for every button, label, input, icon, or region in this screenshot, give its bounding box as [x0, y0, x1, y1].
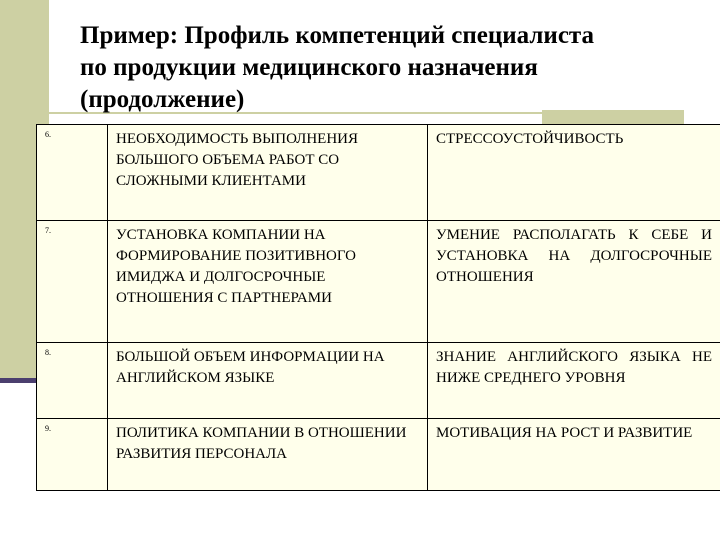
competency-cell: СТРЕССОУСТОЙЧИВОСТЬ: [428, 125, 720, 221]
requirement-cell: БОЛЬШОЙ ОБЪЕМ ИНФОРМАЦИИ НА АНГЛИЙСКОМ ЯЗЫКЕ: [108, 343, 428, 419]
title-line-1: Пример: Профиль компетенций специалиста: [80, 22, 595, 49]
table-row: [37, 125, 720, 221]
table-row: [37, 343, 720, 419]
table-row: [37, 221, 720, 343]
requirement-cell: УСТАНОВКА КОМПАНИИ НА ФОРМИРОВАНИЕ ПОЗИТИВНОГО ИМИДЖА И ДОЛГОСРОЧНЫЕ ОТНОШЕНИЯ С ПАРТНЕРАМИ: [108, 221, 428, 343]
row-number: 9.: [37, 419, 108, 491]
row-number: 6.: [37, 125, 108, 221]
competency-cell: ЗНАНИЕ АНГЛИЙСКОГО ЯЗЫКА НЕ НИЖЕ СРЕДНЕГО УРОВНЯ: [428, 343, 720, 419]
competency-cell: МОТИВАЦИЯ НА РОСТ И РАЗВИТИЕ: [428, 419, 720, 491]
row-number: 8.: [37, 343, 108, 419]
row-number: 7.: [37, 221, 108, 343]
competency-cell: УМЕНИЕ РАСПОЛАГАТЬ К СЕБЕ И УСТАНОВКА НА ДОЛГОСРОЧНЫЕ ОТНОШЕНИЯ: [428, 221, 720, 343]
requirement-cell: ПОЛИТИКА КОМПАНИИ В ОТНОШЕНИИ РАЗВИТИЯ ПЕРСОНАЛА: [108, 419, 428, 491]
title-line-3: (продолжение): [80, 86, 245, 113]
competency-table: [36, 124, 720, 491]
page-title: [80, 20, 690, 116]
title-line-2: по продукции медицинского назначения: [80, 54, 538, 81]
requirement-cell: НЕОБХОДИМОСТЬ ВЫПОЛНЕНИЯ БОЛЬШОГО ОБЪЕМА РАБОТ СО СЛОЖНЫМИ КЛИЕНТАМИ: [108, 125, 428, 221]
table-row: [37, 419, 720, 491]
